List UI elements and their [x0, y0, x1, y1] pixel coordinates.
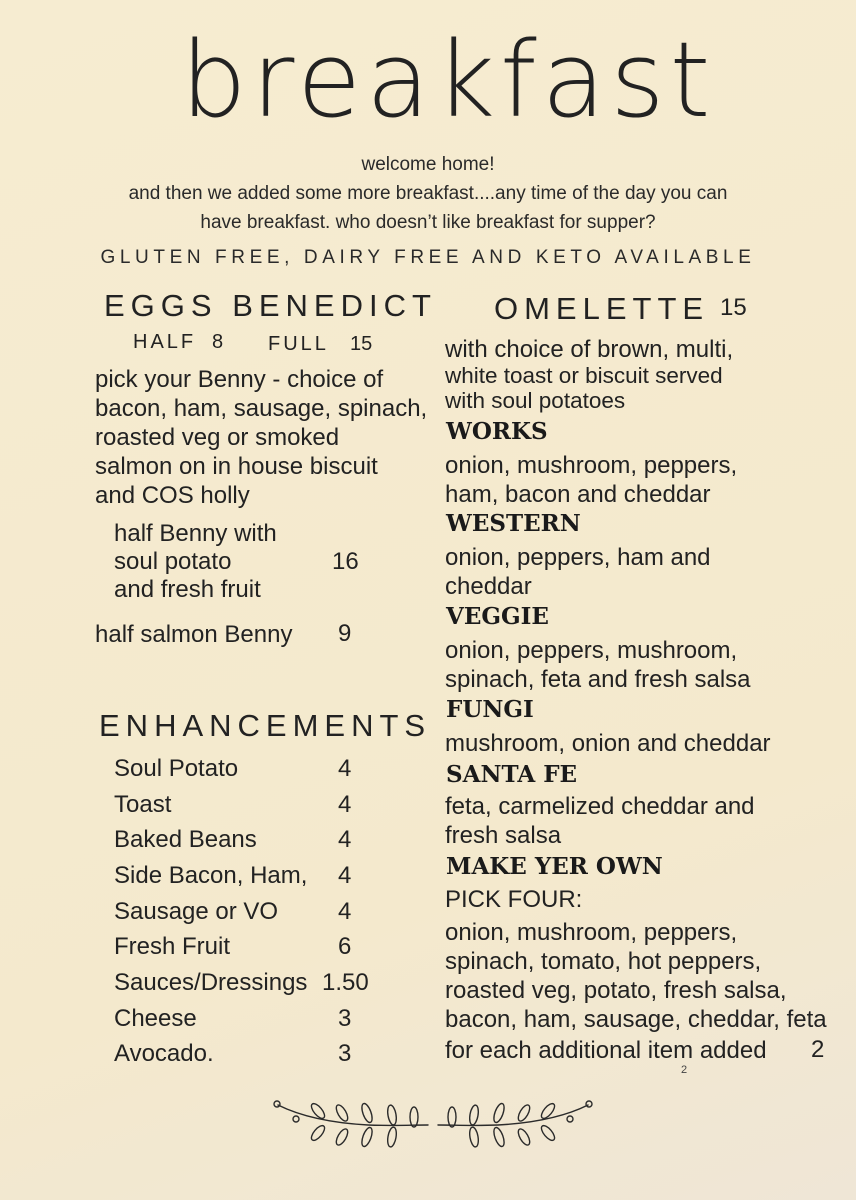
benedict-combo — [114, 520, 277, 604]
enhancement-price: 1.50 — [322, 969, 369, 996]
full-price: 15 — [350, 333, 373, 355]
variety-line: feta, carmelized cheddar and — [445, 793, 755, 820]
combo-price: 16 — [332, 548, 359, 575]
additional-item-label: for each additional item added — [445, 1037, 767, 1064]
enhancement-price: 3 — [338, 1040, 352, 1067]
variety-line: onion, mushroom, peppers, — [445, 452, 738, 479]
benedict-desc-line: and COS holly — [95, 482, 250, 509]
salmon-benny-price: 9 — [338, 620, 352, 647]
enhancements-heading: ENHANCEMENTS — [99, 708, 432, 743]
omelette-intro-line: with soul potatoes — [445, 388, 626, 413]
omelette-variety-desc — [445, 636, 751, 694]
variety-line: cheddar — [445, 573, 532, 600]
benedict-desc-line: bacon, ham, sausage, spinach, — [95, 395, 428, 422]
enhancement-name: Soul Potato — [114, 755, 239, 782]
enhancement-price: 6 — [338, 933, 352, 960]
enhancement-price: 3 — [338, 1005, 352, 1032]
laurel-sprig-right-icon — [434, 1095, 594, 1157]
intro-line-1: welcome home! — [361, 154, 495, 175]
enhancement-name: Avocado. — [114, 1040, 214, 1067]
omelette-intro-line: white toast or biscuit served — [445, 363, 723, 388]
half-label: HALF — [133, 331, 197, 353]
enhancement-name: Side Bacon, Ham, — [114, 862, 308, 889]
omelette-variety-name: VEGGIE — [446, 603, 549, 630]
enhancement-name: Cheese — [114, 1005, 197, 1032]
combo-line: half Benny with — [114, 520, 277, 547]
variety-line: onion, peppers, ham and — [445, 544, 711, 571]
omelette-variety-desc — [445, 729, 771, 758]
eggs-benedict-heading: EGGS BENEDICT — [104, 288, 437, 323]
dietary-note: GLUTEN FREE, DAIRY FREE AND KETO AVAILABLE — [100, 247, 756, 268]
half-price: 8 — [212, 331, 227, 353]
enhancement-name: Toast — [114, 791, 172, 818]
enhancement-price: 4 — [338, 898, 352, 925]
pick-line: spinach, tomato, hot peppers, — [445, 948, 762, 975]
intro-line-3: have breakfast. who doesn’t like breakfast for supper? — [200, 212, 656, 233]
full-label: FULL — [268, 333, 329, 355]
pick-line: bacon, ham, sausage, cheddar, feta — [445, 1006, 827, 1033]
enhancement-name: Baked Beans — [114, 826, 257, 853]
page-number: 2 — [681, 1064, 688, 1076]
omelette-variety-name: WESTERN — [446, 510, 581, 537]
benedict-description — [95, 365, 427, 510]
enhancement-name: Fresh Fruit — [114, 933, 231, 960]
enhancement-price: 4 — [338, 755, 352, 782]
variety-line: ham, bacon and cheddar — [445, 481, 711, 508]
omelette-variety-desc — [445, 792, 755, 850]
combo-line: soul potato — [114, 548, 232, 575]
variety-line: spinach, feta and fresh salsa — [445, 666, 751, 693]
omelette-variety-name: SANTA FE — [446, 761, 578, 788]
omelette-intro-line: with choice of brown, multi, — [445, 336, 734, 363]
enhancement-name: Sausage or VO — [114, 898, 279, 925]
variety-line: onion, peppers, mushroom, — [445, 637, 738, 664]
pick-four-label: PICK FOUR: — [445, 886, 583, 913]
omelette-variety-name: WORKS — [446, 418, 548, 445]
omelette-price: 15 — [720, 294, 747, 321]
laurel-sprig-left-icon — [272, 1095, 432, 1157]
enhancement-name: Sauces/Dressings — [114, 969, 308, 996]
omelette-variety-desc — [445, 451, 737, 509]
pick-line: roasted veg, potato, fresh salsa, — [445, 977, 787, 1004]
menu-title: breakfast — [180, 19, 716, 141]
omelette-variety-desc — [445, 543, 711, 601]
enhancement-price: 4 — [338, 862, 352, 889]
combo-line: and fresh fruit — [114, 576, 261, 603]
benedict-desc-line: salmon on in house biscuit — [95, 453, 378, 480]
enhancement-price: 4 — [338, 826, 352, 853]
benedict-desc-line: roasted veg or smoked — [95, 424, 340, 451]
variety-line: fresh salsa — [445, 822, 562, 849]
omelette-heading: OMELETTE — [494, 291, 710, 326]
omelette-variety-name: MAKE YER OWN — [446, 853, 663, 880]
benedict-desc-line: pick your Benny - choice of — [95, 366, 384, 393]
salmon-benny-label: half salmon Benny — [95, 621, 293, 648]
enhancement-price: 4 — [338, 791, 352, 818]
pick-options — [445, 918, 827, 1034]
pick-line: onion, mushroom, peppers, — [445, 919, 738, 946]
variety-line: mushroom, onion and cheddar — [445, 730, 771, 757]
intro-line-2: and then we added some more breakfast....any time of the day you can — [128, 183, 728, 204]
omelette-variety-name: FUNGI — [446, 696, 534, 723]
additional-item-price: 2 — [811, 1036, 825, 1063]
